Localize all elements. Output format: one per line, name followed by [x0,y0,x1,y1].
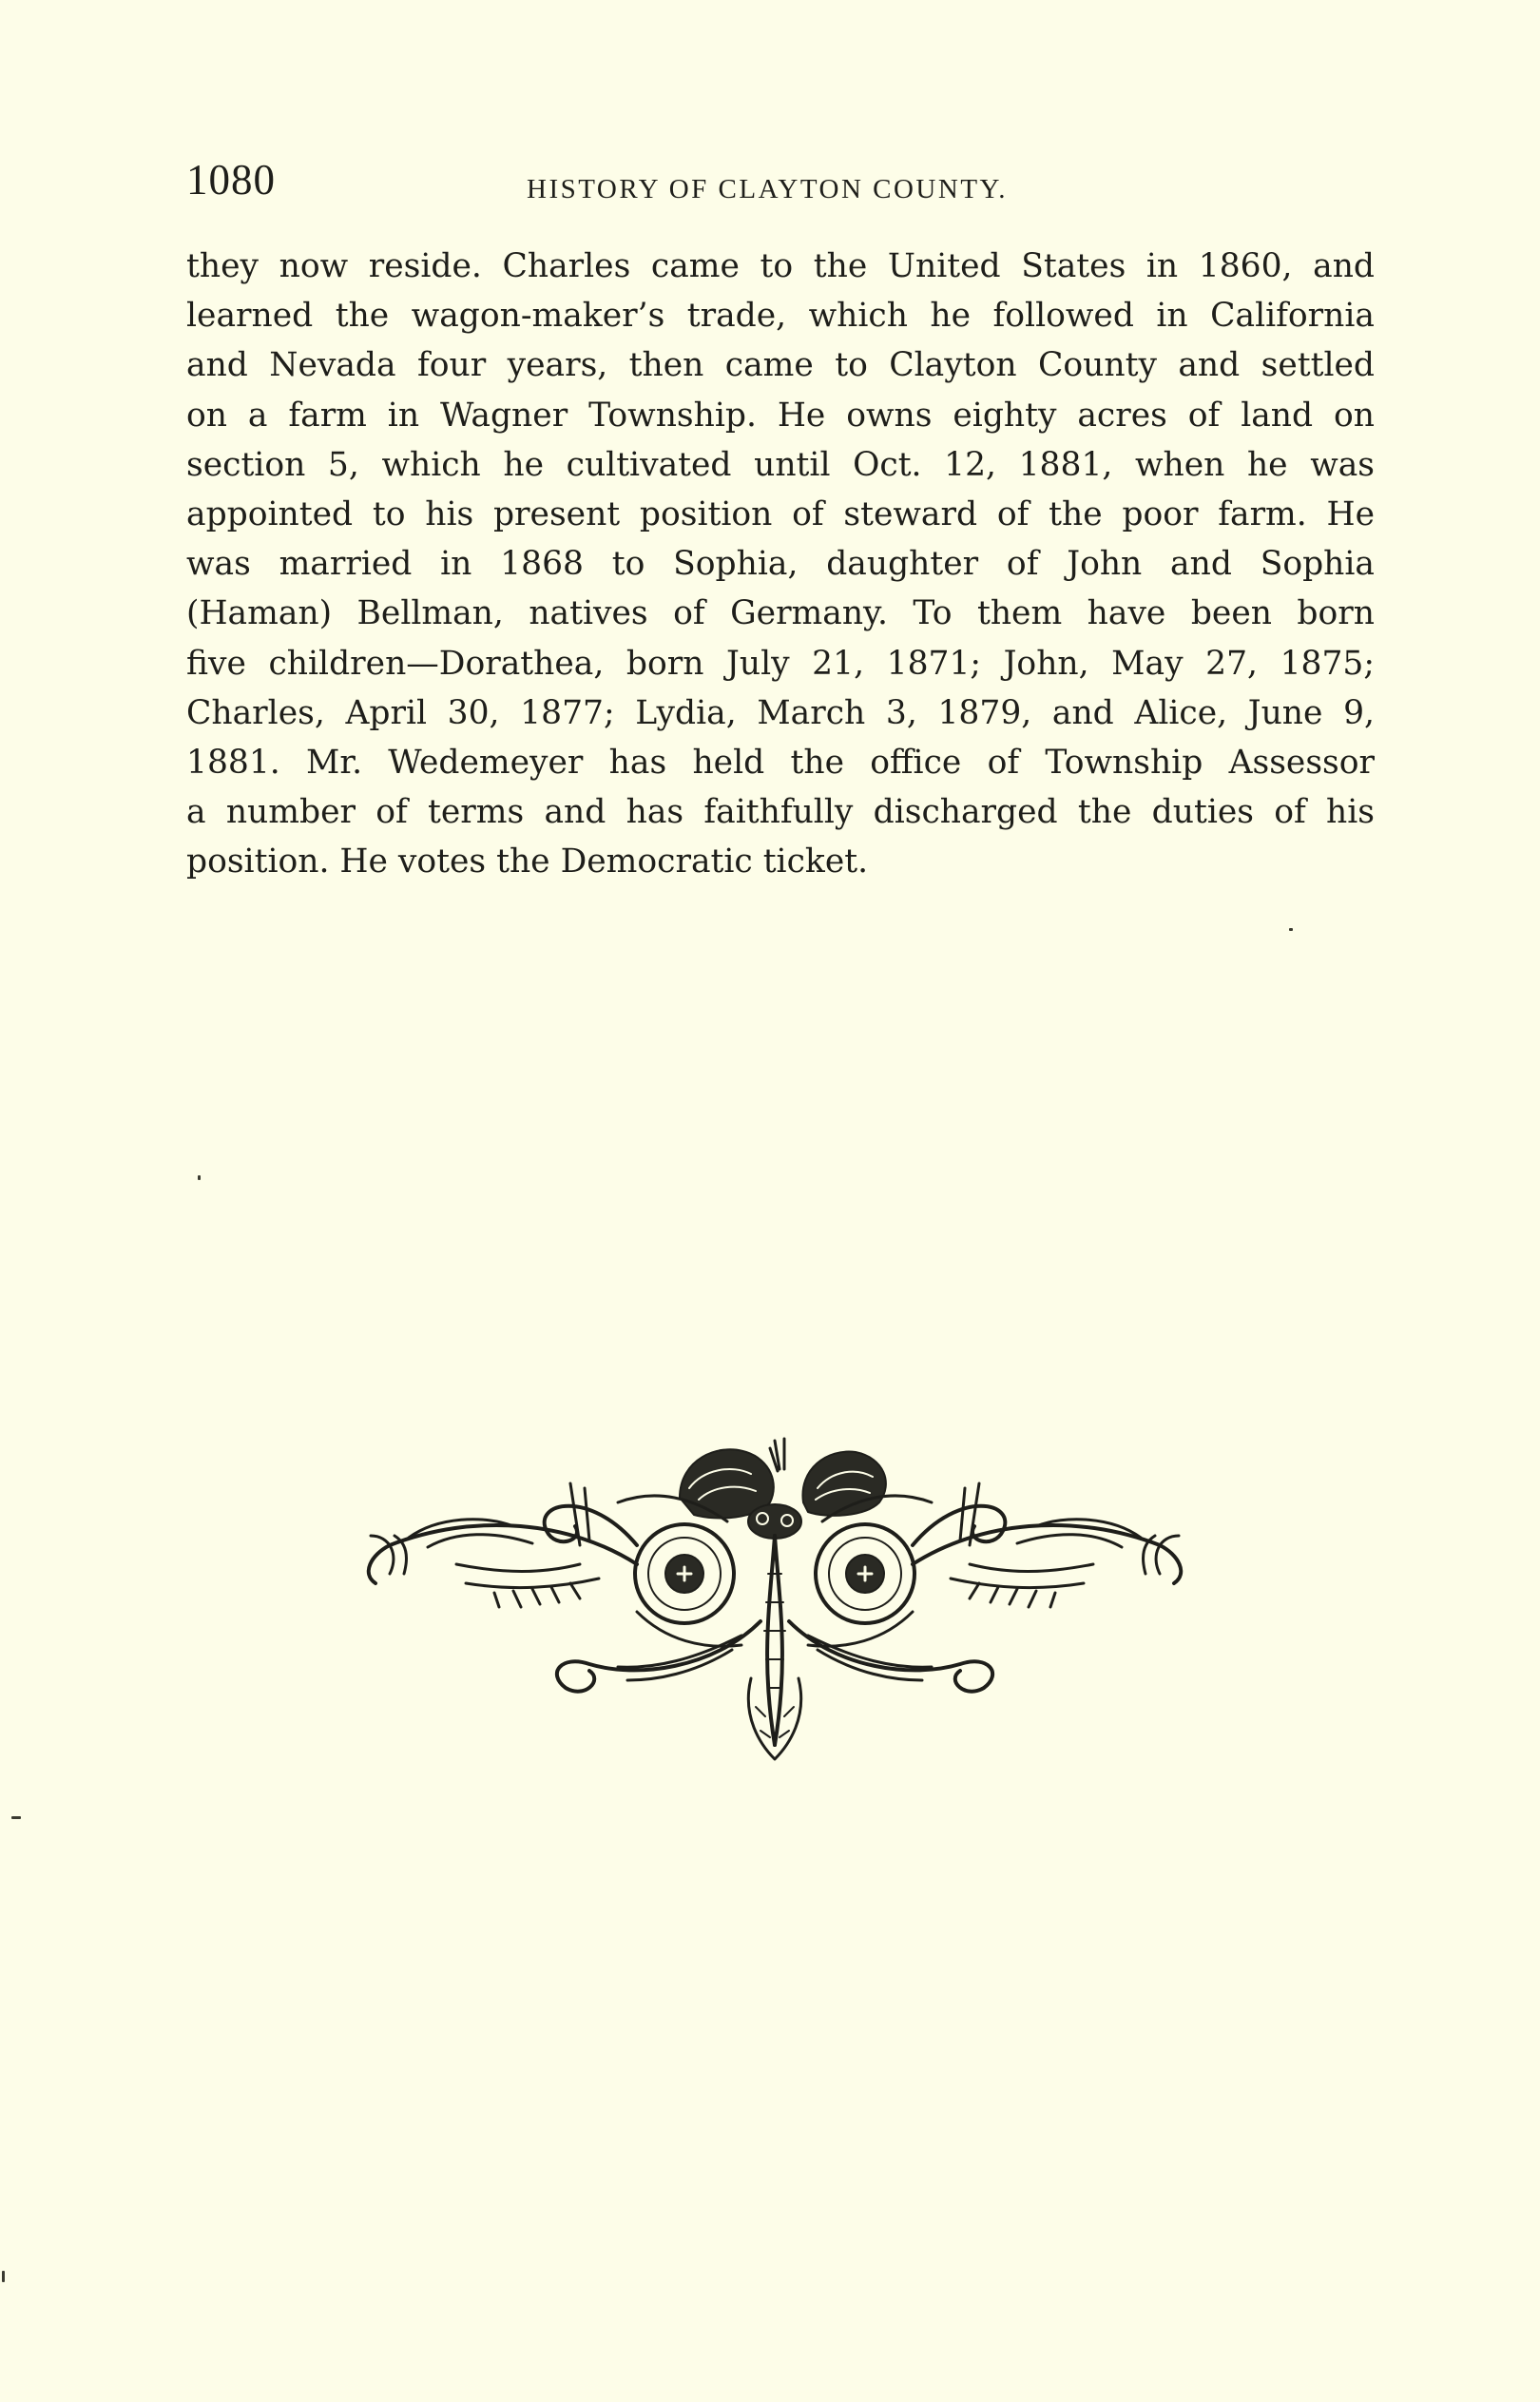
ink-speck [198,1175,201,1180]
ink-speck [11,1816,21,1819]
text-line: a number of terms and has faithfully discharged the duties of his [186,793,1375,832]
page-number: 1080 [186,156,276,203]
text-line: five children—Dorathea, born July 21, 1871; John, May 27, 1875; [186,644,1375,683]
text-line: (Haman) Bellman, natives of Germany. To them have been born [186,594,1375,633]
text-line: section 5, which he cultivated until Oct. 12, 1881, when he was [186,445,1375,484]
text-line: they now reside. Charles came to the United States in 1860, and [186,247,1375,285]
text-line: learned the wagon-maker’s trade, which he followed in California [186,297,1375,336]
floral-ornament-icon [352,1431,1198,1773]
ink-speck [2,2271,5,2282]
running-title: HISTORY OF CLAYTON COUNTY. [527,174,1008,204]
body-paragraph [186,242,1375,887]
text-line: on a farm in Wagner Township. He owns eighty acres of land on [186,396,1375,435]
text-line: 1881. Mr. Wedemeyer has held the office of Township Assessor [186,744,1375,783]
text-line: position. He votes the Democratic ticket. [186,843,869,881]
text-line: Charles, April 30, 1877; Lydia, March 3, 1879, and Alice, June 9, [186,693,1375,732]
running-head [186,152,1375,209]
text-line: and Nevada four years, then came to Clayton County and settled [186,346,1375,385]
text-line: was married in 1868 to Sophia, daughter of John and Sophia [186,545,1375,584]
text-line: appointed to his present position of steward of the poor farm. He [186,495,1375,534]
ink-speck [1289,928,1293,931]
